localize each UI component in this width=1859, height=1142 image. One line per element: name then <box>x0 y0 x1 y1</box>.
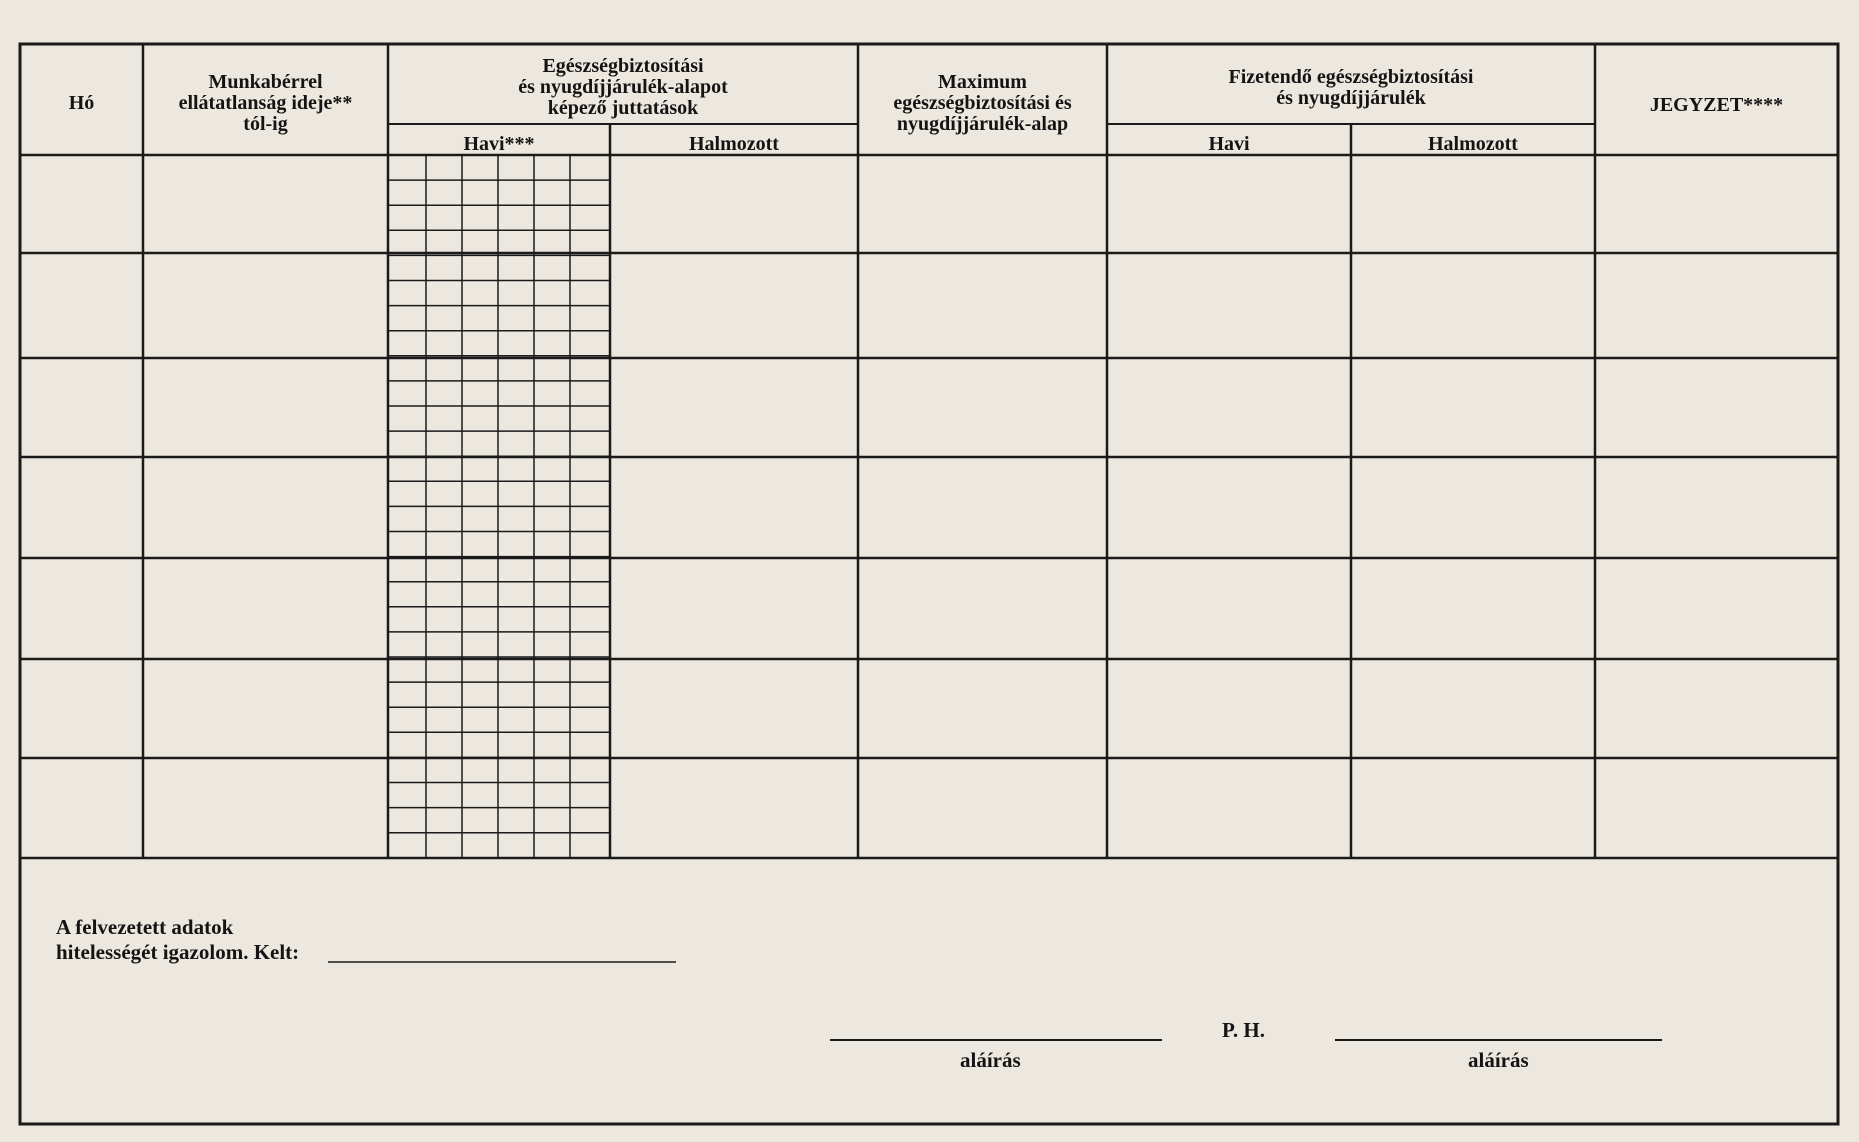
certify-line-1: A felvezetett adatok <box>56 915 234 939</box>
header-havi-2: Havi <box>1208 133 1250 155</box>
header-halmozott-1: Halmozott <box>689 133 779 155</box>
signature-label-right: aláírás <box>1468 1048 1529 1072</box>
header-fizetendo: Fizetendő egészségbiztosítási és nyugdíjjárulék <box>1228 66 1474 109</box>
signature-label-left: aláírás <box>960 1048 1021 1072</box>
header-jegyzet: JEGYZET**** <box>1649 94 1784 116</box>
header-egeszseg-alap: Egészségbiztosítási és nyugdíjjárulék-alapot képező juttatások <box>518 55 728 119</box>
header-ho: Hó <box>68 92 95 114</box>
header-havi-1: Havi*** <box>463 133 535 155</box>
header-halmozott-2: Halmozott <box>1428 133 1518 155</box>
header-maximum: Maximum egészségbiztosítási és nyugdíjjárulék-alap <box>893 71 1072 135</box>
certify-line-2: hitelességét igazolom. Kelt: <box>56 940 300 964</box>
ph-label: P. H. <box>1222 1018 1265 1042</box>
header-munkaberrel: Munkabérrel ellátatlanság ideje** tól-ig <box>178 71 353 135</box>
